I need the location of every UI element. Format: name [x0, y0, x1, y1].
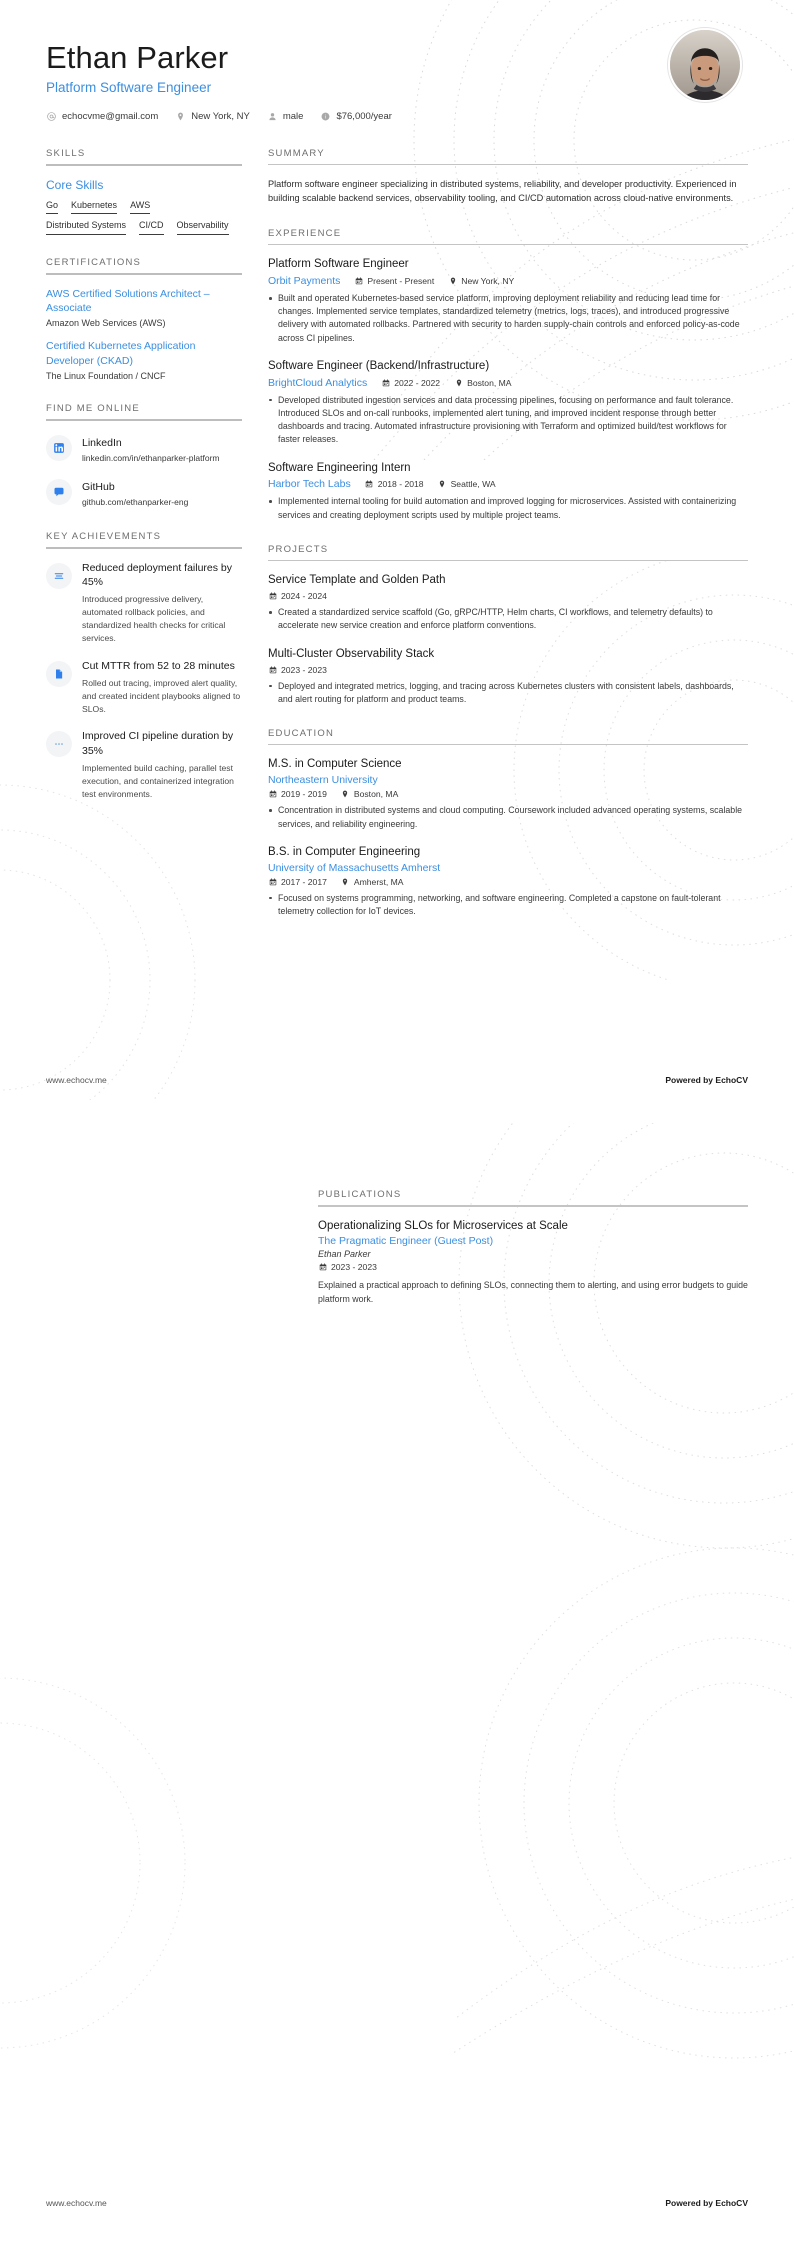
social-link-label: GitHub	[82, 481, 115, 494]
experience-organization[interactable]: BrightCloud Analytics	[268, 376, 368, 389]
certification-item	[46, 287, 242, 328]
certification-item	[46, 339, 242, 380]
location-pin-icon	[454, 378, 463, 387]
certification-name[interactable]: Certified Kubernetes Application Developer (CKAD)	[46, 340, 196, 367]
achievement-description: Introduced progressive delivery, automated rollback policies, and standardized health checks for critical services.	[82, 593, 226, 643]
experience-dates-value: Present - Present	[367, 276, 435, 287]
money-icon	[320, 111, 331, 122]
education-meta	[268, 877, 748, 887]
social-link-url[interactable]: linkedin.com/in/ethanparker-platform	[82, 452, 220, 463]
education-location	[341, 789, 398, 799]
bullet: Implemented internal tooling for build automation and improved logging for microservices. Assisted with containerizing services and creating deployment scripts used by multiple project teams.	[268, 495, 748, 521]
certification-issuer: The Linux Foundation / CNCF	[46, 370, 166, 381]
education-dates	[268, 789, 327, 799]
achievement-title: Improved CI pipeline duration by 35%	[82, 730, 234, 757]
experience-bullets	[268, 292, 748, 345]
experience-dates	[381, 378, 440, 388]
location-pin-icon	[448, 277, 457, 286]
publication-description: Explained a practical approach to defining SLOs, connecting them to alerting, and using error budgets to guide platform work.	[318, 1280, 748, 1304]
resume-page-2	[0, 1123, 794, 2246]
experience-organization[interactable]: Orbit Payments	[268, 275, 341, 288]
education-school[interactable]: Northeastern University	[268, 774, 378, 787]
page-title: Ethan Parker	[46, 40, 229, 75]
experience-meta	[268, 377, 748, 389]
experience-location	[448, 276, 514, 286]
experience-organization[interactable]: Harbor Tech Labs	[268, 478, 351, 491]
github-icon	[46, 479, 72, 505]
divider	[268, 744, 748, 746]
experience-bullets	[268, 394, 748, 447]
divider	[46, 419, 242, 421]
summary-heading: SUMMARY	[268, 147, 325, 159]
section-summary	[268, 148, 748, 206]
experience-entry	[268, 461, 748, 522]
section-publications	[318, 1189, 748, 1306]
education-location-value: Amherst, MA	[353, 876, 404, 887]
project-dates	[268, 665, 327, 675]
page-footer	[46, 2198, 748, 2208]
avatar	[668, 28, 742, 102]
summary-text: Platform software engineer specializing in distributed systems, reliability, and developer productivity. Experienced in building scalable backend services, observability tooling, and CI/CD automation across cloud-native environments.	[268, 179, 737, 204]
education-school[interactable]: University of Massachusetts Amherst	[268, 861, 441, 874]
education-bullets	[268, 804, 748, 830]
experience-title: Software Engineer (Backend/Infrastructure)	[268, 359, 490, 372]
divider	[46, 547, 242, 549]
skill-tag: AWS	[130, 200, 150, 215]
project-dates-value: 2023 - 2023	[281, 664, 327, 675]
education-degree: B.S. in Computer Engineering	[268, 845, 421, 858]
divider	[46, 273, 242, 275]
divider	[268, 244, 748, 246]
footer-website[interactable]: www.echocv.me	[46, 2198, 107, 2208]
contact-location	[175, 111, 250, 122]
project-bullets	[268, 606, 748, 632]
skills-heading: SKILLS	[46, 147, 86, 159]
education-bullets	[268, 892, 748, 918]
project-meta	[268, 665, 748, 675]
project-entry	[268, 647, 748, 706]
experience-dates-value: 2018 - 2018	[377, 479, 424, 490]
experience-dates-value: 2022 - 2022	[394, 377, 441, 388]
calendar-icon	[318, 1263, 327, 1272]
achievement-title: Cut MTTR from 52 to 28 minutes	[82, 659, 235, 672]
experience-dates	[365, 479, 424, 489]
bullet: Built and operated Kubernetes-based service platform, improving deployment reliability and reducing lead time for changes. Implemented service templates, standardized telemetry (metrics, logs, traces), and introduced progressive delivery with automated rollbacks. Partnered with security to harden supply-chain controls and enforced policy-as-code across CI pipelines.	[268, 292, 748, 345]
education-location	[341, 877, 404, 887]
experience-location	[438, 479, 496, 489]
section-experience	[268, 228, 748, 522]
experience-heading: EXPERIENCE	[268, 227, 342, 239]
calendar-icon	[381, 378, 390, 387]
contact-gender-value: male	[282, 110, 304, 122]
skill-tag: Distributed Systems	[46, 220, 126, 235]
experience-meta	[268, 478, 748, 490]
project-meta	[268, 591, 748, 601]
social-link-github[interactable]	[46, 477, 242, 508]
project-dates	[268, 591, 327, 601]
experience-title: Software Engineering Intern	[268, 461, 411, 474]
experience-meta	[268, 275, 748, 287]
calendar-icon	[268, 790, 277, 799]
divider	[268, 164, 748, 166]
document-icon	[46, 661, 72, 687]
project-title: Service Template and Golden Path	[268, 574, 446, 587]
publication-meta	[318, 1262, 748, 1272]
bullet: Focused on systems programming, networking, and software engineering. Completed a capstone on fault-tolerant telemetry collection for IoT devices.	[268, 892, 748, 918]
experience-location-value: Boston, MA	[467, 377, 512, 388]
contact-location-value: New York, NY	[191, 110, 250, 122]
education-dates-value: 2017 - 2017	[281, 876, 327, 887]
achievement-item	[46, 729, 242, 800]
publications-heading: PUBLICATIONS	[318, 1189, 402, 1200]
publication-dates-value: 2023 - 2023	[331, 1262, 377, 1273]
divider	[46, 164, 242, 166]
job-title: Platform Software Engineer	[46, 79, 212, 95]
section-key-achievements	[46, 531, 242, 801]
contact-email[interactable]	[46, 111, 158, 122]
calendar-icon	[268, 665, 277, 674]
contact-email-value: echocvme@gmail.com	[62, 110, 159, 122]
project-entry	[268, 573, 748, 632]
bullet: Concentration in distributed systems and cloud computing. Coursework included advanced operating systems, scalable services, and reliability engineering.	[268, 804, 748, 830]
experience-entry	[268, 257, 748, 345]
lines-icon	[46, 563, 72, 589]
divider	[318, 1205, 748, 1207]
skill-tag-list	[46, 200, 242, 235]
certifications-heading: CERTIFICATIONS	[46, 257, 142, 269]
bullet: Developed distributed ingestion services and data processing pipelines, focusing on performance and fault tolerance. Introduced SLOs and on-call runbooks, implemented alert tuning, and improved incident response through better dashboards and tracing. Automated infrastructure provisioning with Terraform and optimized build/test workflows for faster releases.	[268, 394, 748, 447]
achievement-title: Reduced deployment failures by 45%	[82, 561, 233, 588]
education-meta	[268, 789, 748, 799]
ellipsis-icon	[46, 731, 72, 757]
projects-heading: PROJECTS	[268, 543, 329, 555]
contact-salary	[320, 111, 391, 122]
social-link-label: LinkedIn	[82, 436, 122, 449]
education-entry	[268, 845, 748, 918]
svg-text:i: i	[325, 114, 327, 121]
education-heading: EDUCATION	[268, 727, 335, 739]
sidebar	[46, 148, 242, 940]
page2-content	[0, 1123, 794, 1306]
experience-location-value: New York, NY	[461, 276, 515, 287]
location-pin-icon	[341, 877, 350, 886]
education-entry	[268, 757, 748, 830]
person-icon	[267, 111, 278, 122]
education-degree: M.S. in Computer Science	[268, 758, 402, 771]
main-column	[268, 148, 748, 940]
certification-name[interactable]: AWS Certified Solutions Architect – Associate	[46, 288, 210, 315]
achievement-item	[46, 659, 242, 716]
certification-issuer: Amazon Web Services (AWS)	[46, 318, 166, 329]
bullet: Deployed and integrated metrics, logging, and tracing across Kubernetes clusters with consistent labels, dashboards, and alert routing for platform and product teams.	[268, 680, 748, 706]
linkedin-icon	[46, 435, 72, 461]
project-title: Multi-Cluster Observability Stack	[268, 647, 435, 660]
skill-tag: CI/CD	[139, 220, 164, 235]
section-projects	[268, 544, 748, 706]
section-skills	[46, 148, 242, 235]
skill-group-name: Core Skills	[46, 177, 104, 192]
skill-tag: Kubernetes	[71, 200, 117, 215]
resume-body	[0, 122, 794, 940]
divider	[268, 560, 748, 562]
achievement-description: Rolled out tracing, improved alert quality, and created incident playbooks aligned to SLOs.	[82, 677, 241, 714]
experience-entry	[268, 359, 748, 447]
contact-row	[46, 111, 748, 122]
publication-venue[interactable]: The Pragmatic Engineer (Guest Post)	[318, 1235, 494, 1248]
project-dates-value: 2024 - 2024	[281, 591, 327, 602]
experience-dates	[354, 276, 434, 286]
skill-tag: Observability	[177, 220, 229, 235]
social-link-url[interactable]: github.com/ethanparker-eng	[82, 497, 189, 508]
decorative-arcs-page2-left	[0, 1643, 240, 2063]
section-education	[268, 728, 748, 918]
calendar-icon	[354, 277, 363, 286]
publication-dates	[318, 1262, 377, 1272]
location-pin-icon	[341, 790, 350, 799]
contact-salary-value: $76,000/year	[336, 110, 392, 122]
find-me-online-heading: FIND ME ONLINE	[46, 402, 140, 414]
footer-website[interactable]: www.echocv.me	[46, 1075, 107, 1085]
education-dates-value: 2019 - 2019	[281, 789, 327, 800]
publication-author: Ethan Parker	[318, 1249, 371, 1260]
publication-entry	[318, 1219, 748, 1306]
calendar-icon	[268, 592, 277, 601]
location-pin-icon	[175, 111, 186, 122]
location-pin-icon	[438, 480, 447, 489]
contact-gender	[267, 111, 304, 122]
experience-location-value: Seattle, WA	[450, 479, 496, 490]
education-location-value: Boston, MA	[353, 789, 399, 800]
calendar-icon	[365, 480, 374, 489]
email-icon	[46, 111, 57, 122]
calendar-icon	[268, 877, 277, 886]
key-achievements-heading: KEY ACHIEVEMENTS	[46, 530, 162, 542]
project-bullets	[268, 680, 748, 706]
achievement-item	[46, 561, 242, 645]
education-dates	[268, 877, 327, 887]
experience-title: Platform Software Engineer	[268, 258, 409, 271]
achievement-description: Implemented build caching, parallel test execution, and containerized integration test environments.	[82, 762, 234, 799]
experience-bullets	[268, 495, 748, 521]
skill-tag: Go	[46, 200, 58, 215]
footer-branding: Powered by EchoCV	[665, 2198, 748, 2208]
experience-location	[454, 378, 511, 388]
section-certifications	[46, 257, 242, 381]
publication-title: Operationalizing SLOs for Microservices at Scale	[318, 1219, 568, 1232]
decorative-arcs-page2-mid	[454, 1523, 794, 2083]
section-find-me-online	[46, 403, 242, 509]
page-footer	[46, 1075, 748, 1085]
footer-branding: Powered by EchoCV	[665, 1075, 748, 1085]
social-link-linkedin[interactable]	[46, 433, 242, 464]
bullet: Created a standardized service scaffold (Go, gRPC/HTTP, Helm charts, CI workflows, and telemetry defaults) to accelerate new service creation and enforce platform conventions.	[268, 606, 748, 632]
